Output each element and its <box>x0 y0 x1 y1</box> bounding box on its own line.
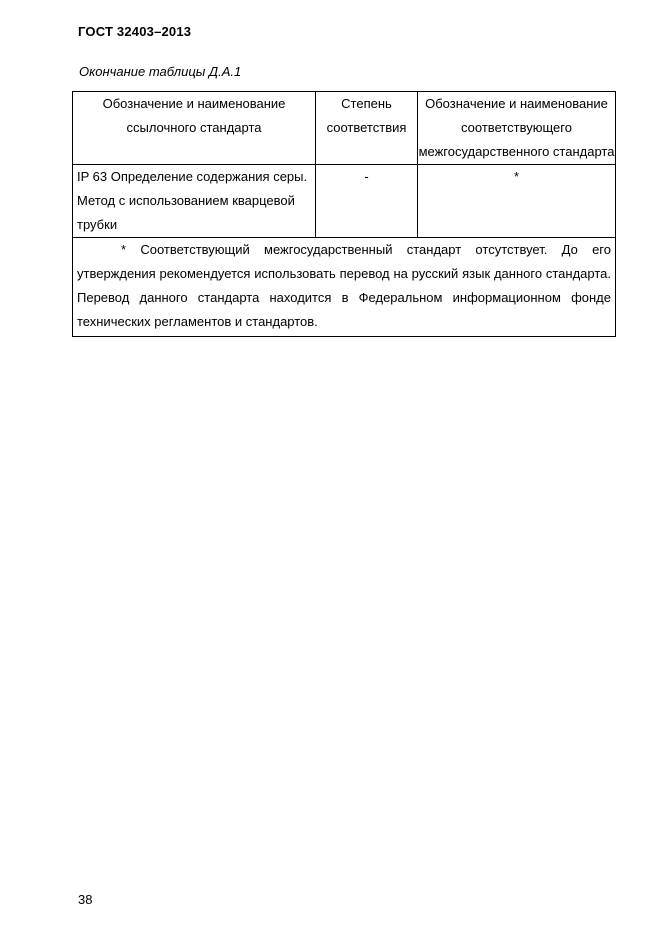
column-header-degree-of-conformity: Степень соответствия <box>316 92 418 165</box>
table-header-row <box>73 92 616 165</box>
column-header-interstate-standard: Обозначение и наименование соответствующего межгосударственного стандарта <box>418 92 616 165</box>
table-row <box>73 165 616 238</box>
cell-degree-of-conformity: - <box>316 165 418 238</box>
footnote-text: * Соответствующий межгосударственный стандарт отсутствует. До его утверждения рекомендуется использовать перевод на русский язык данного стандарта. Перевод данного стандарта находится в Федеральном информационном фонде технических регламентов и стандартов. <box>77 242 611 329</box>
cell-interstate-standard: * <box>418 165 616 238</box>
footnote-row <box>73 238 616 337</box>
cell-reference-standard: IP 63 Определение содержания серы. Метод с использованием кварцевой трубки <box>73 165 316 238</box>
page-number: 38 <box>78 892 93 907</box>
reference-standards-table <box>72 91 616 337</box>
document-header-standard-id: ГОСТ 32403–2013 <box>78 24 192 39</box>
footnote-cell <box>73 238 616 337</box>
table-caption: Окончание таблицы Д.А.1 <box>79 64 242 79</box>
column-header-reference-standard: Обозначение и наименование ссылочного стандарта <box>73 92 316 165</box>
